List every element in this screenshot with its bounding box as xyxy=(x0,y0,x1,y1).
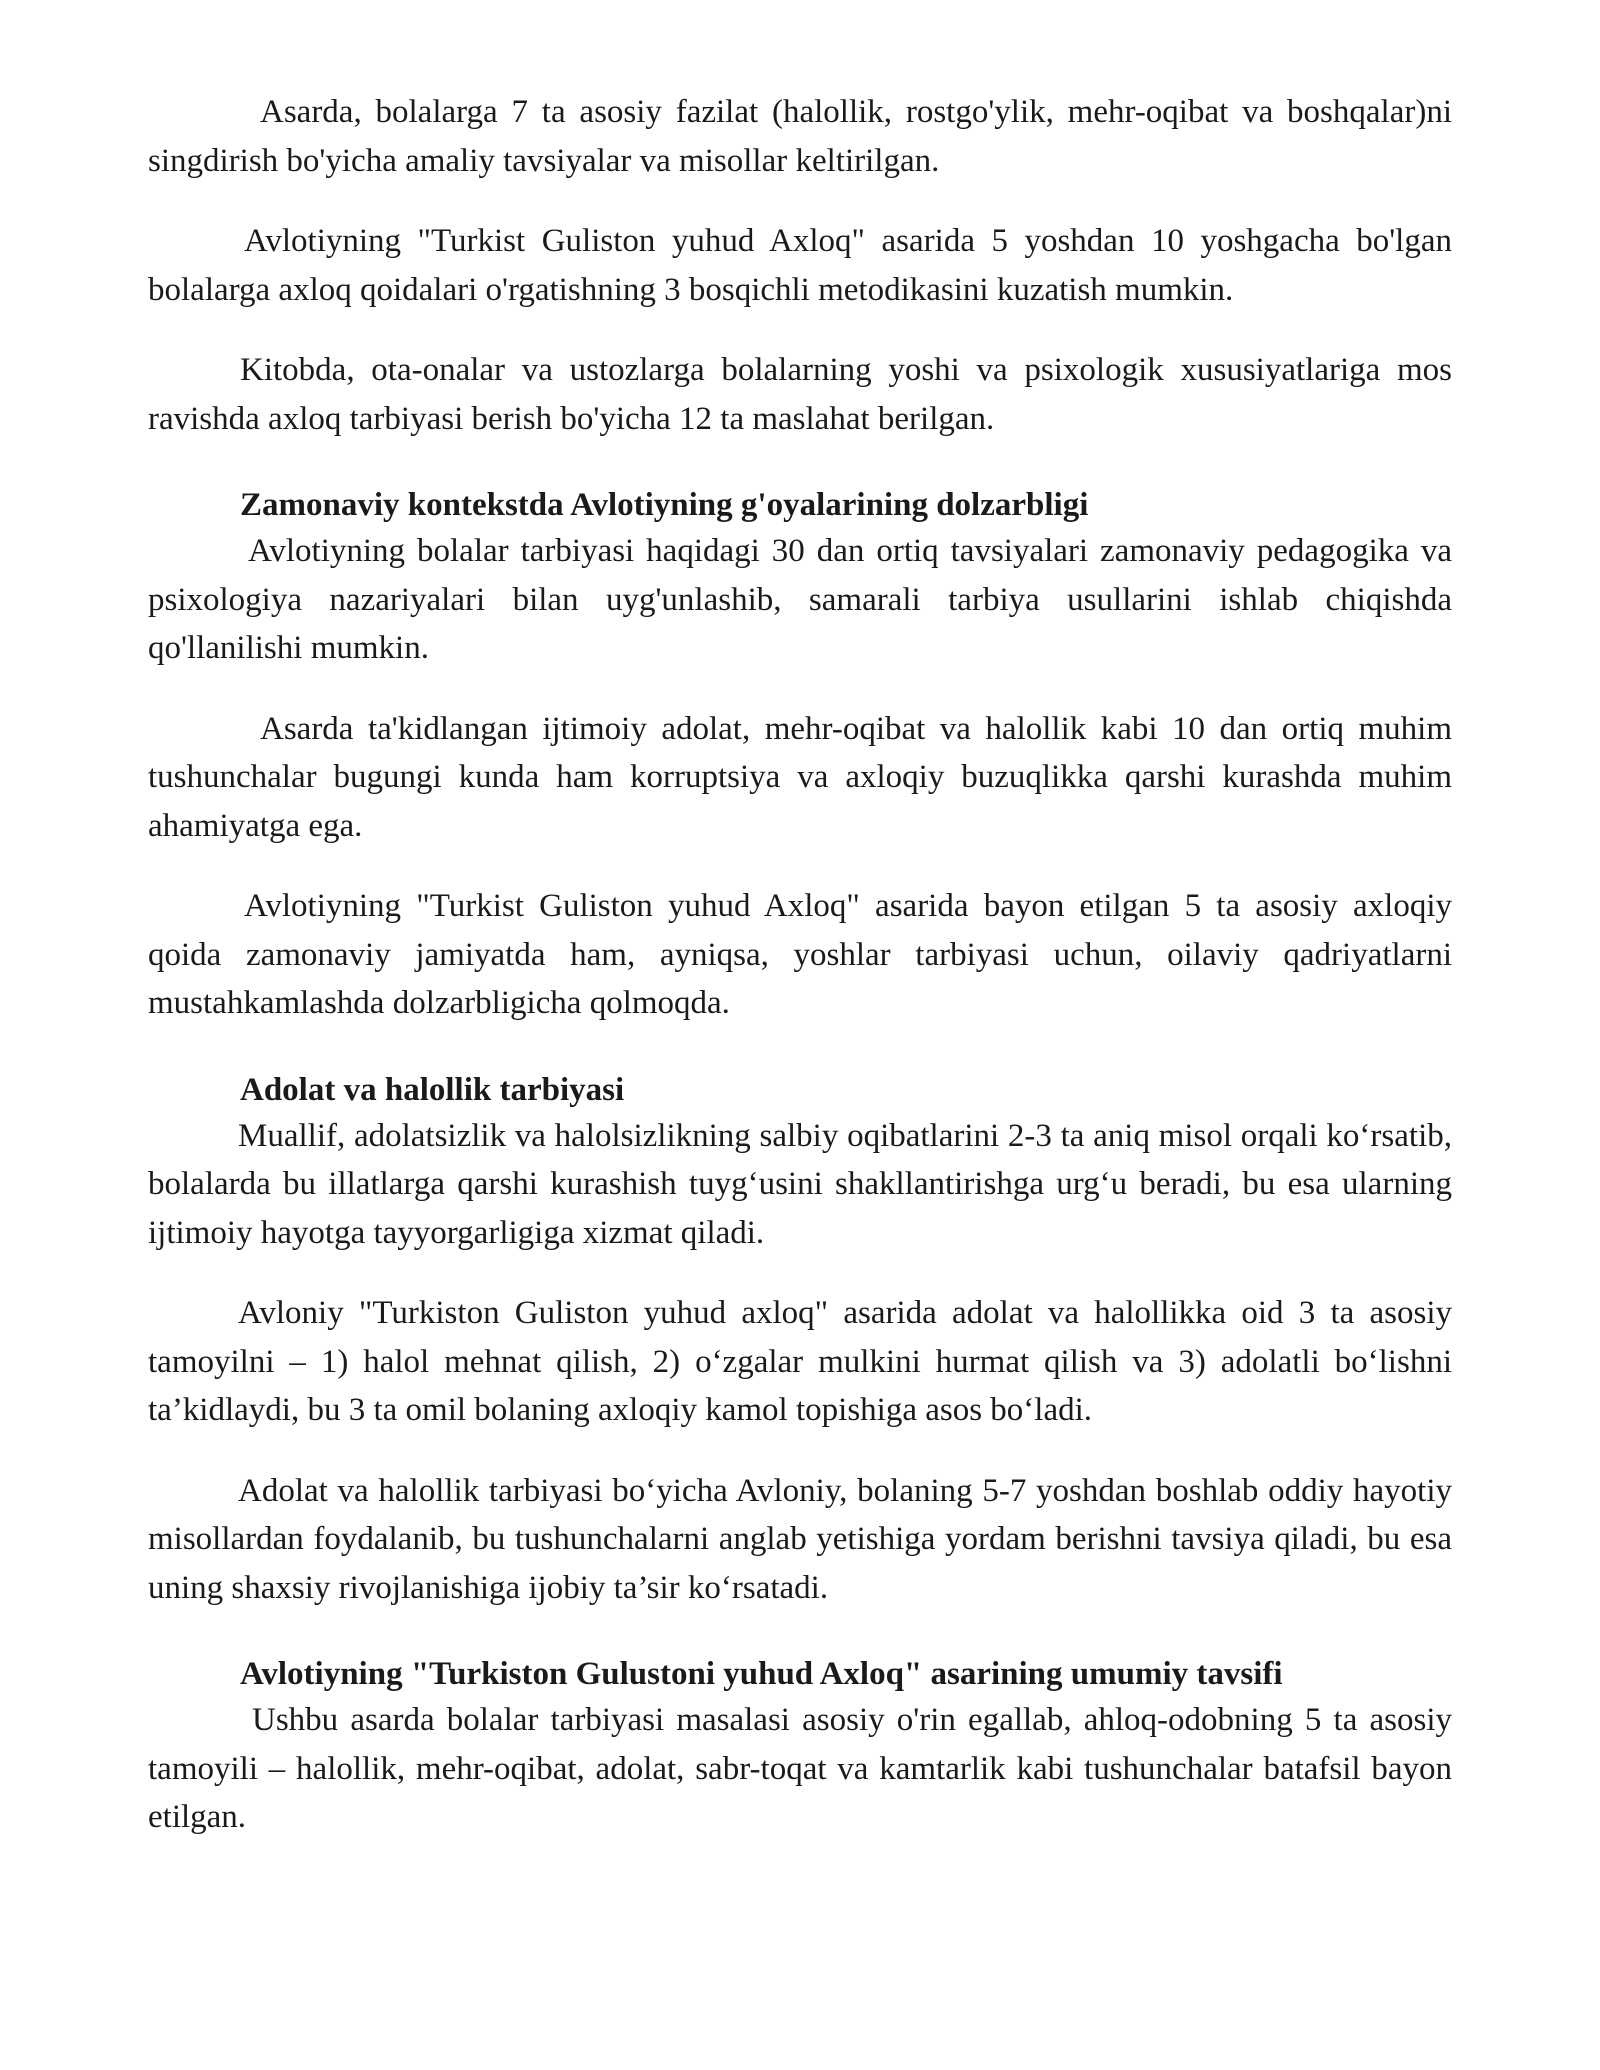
paragraph-tushunchalar: Asarda ta'kidlangan ijtimoiy adolat, mehr-oqibat va halollik kabi 10 dan ortiq muhim tushunchalar bugungi kunda ham korruptsiya va axloqiy buzuqlikka qarshi kurashda muhim ahamiyatga ega. xyxy=(148,710,1452,844)
paragraph-axloqiy-qoidalar: Avlotiyning "Turkist Guliston yuhud Axloq" asarida bayon etilgan 5 ta asosiy axloqiy qoida zamonaviy jamiyatda ham, ayniqsa, yoshlar tarbiyasi uchun, oilaviy qadriyatlarni mustahkamlashda dolzarbligicha qolmoqda. xyxy=(148,888,1452,1021)
section-heading-umumiy-tavsif: Avlotiyning "Turkiston Gulustoni yuhud Axloq" asarining umumiy tavsifi xyxy=(240,1656,1283,1692)
paragraph-tamoyillar: Avloniy "Turkiston Guliston yuhud axloq" asarida adolat va halollikka oid 3 ta asosiy tamoyilni – 1) halol mehnat qilish, 2) o‘zgalar mulkini hurmat qilish va 3) adolatli bo‘lishni ta’kidlaydi, bu 3 ta omil bolaning axloqiy kamol topishiga asos bo‘ladi. xyxy=(148,1295,1452,1428)
document-body xyxy=(148,88,1452,1874)
paragraph-tavsiyalar: Avlotiyning bolalar tarbiyasi haqidagi 30 dan ortiq tavsiyalari zamonaviy pedagogika va psixologiya nazariyalari bilan uyg'unlashib, samarali tarbiya usullarini ishlab chiqishda qo'llanilishi mumkin. xyxy=(148,533,1452,666)
paragraph-fazilatlar: Asarda, bolalarga 7 ta asosiy fazilat (halollik, rostgo'ylik, mehr-oqibat va boshqalar)ni singdirish bo'yicha amaliy tavsiyalar va misollar keltirilgan. xyxy=(148,94,1452,179)
paragraph-metodika: Avlotiyning "Turkist Guliston yuhud Axloq" asarida 5 yoshdan 10 yoshgacha bo'lgan bolalarga axloq qoidalari o'rgatishning 3 bosqichli metodikasini kuzatish mumkin. xyxy=(148,223,1452,308)
paragraph-maslahatlar: Kitobda, ota-onalar va ustozlarga bolalarning yoshi va psixologik xususiyatlariga mos ravishda axloq tarbiyasi berish bo'yicha 12 ta maslahat berilgan. xyxy=(148,352,1452,437)
paragraph-asosiy-tamoyillar: Ushbu asarda bolalar tarbiyasi masalasi asosiy o'rin egallab, ahloq-odobning 5 ta asosiy tamoyili – halollik, mehr-oqibat, adolat, sabr-toqat va kamtarlik kabi tushunchalar batafsil bayon etilgan. xyxy=(148,1702,1452,1835)
paragraph-muallif: Muallif, adolatsizlik va halolsizlikning salbiy oqibatlarini 2-3 ta aniq misol orqali ko‘rsatib, bolalarda bu illatlarga qarshi kurashish tuyg‘usini shakllantirishga urg‘u beradi, bu esa ularning ijtimoiy hayotga tayyorgarligiga xizmat qiladi. xyxy=(148,1117,1452,1251)
paragraph-tavsiya: Adolat va halollik tarbiyasi bo‘yicha Avloniy, bolaning 5-7 yoshdan boshlab oddiy hayotiy misollardan foydalanib, bu tushunchalarni anglab yetishiga yordam berishni tavsiya qiladi, bu esa uning shaxsiy rivojlanishiga ijobiy ta’sir ko‘rsatadi. xyxy=(148,1472,1452,1606)
section-heading-dolzarblik: Zamonaviy kontekstda Avlotiyning g'oyalarining dolzarbligi xyxy=(240,487,1089,523)
section-heading-adolat: Adolat va halollik tarbiyasi xyxy=(240,1071,625,1108)
